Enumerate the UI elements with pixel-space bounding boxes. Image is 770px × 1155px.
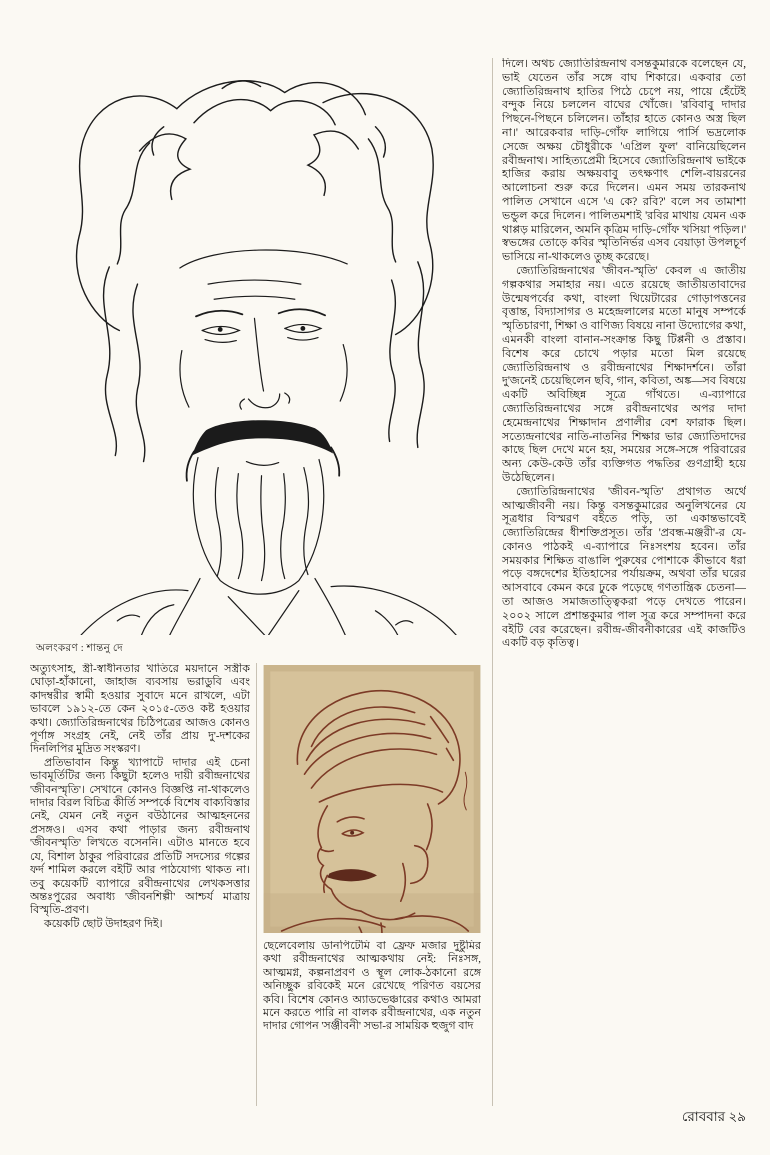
illustration-credit: অলংকরণ : শান্তনু দে bbox=[36, 643, 123, 654]
body-paragraph: জ্যোতিরিন্দ্রনাথের 'জীবন-স্মৃতি' প্রথাগত অর্থে আত্মজীবনী নয়। কিন্তু বসন্তকুমারের অনুলিখনের যে সূত্রধার বিস্মরণ বইতে পড়ি, তা একান্তভাবেই জ্যোতিরিন্দ্রের ধীশক্তিপ্রসূত। তাঁর 'প্রবন্ধ-মঞ্জরী'-র যে-কোনও পাঠকই এ-ব্যাপারে নিঃসংশয় হবেন। তাঁর সময়কার শিক্ষিত বাঙালি পুরুষের পোশাকে কীভাবে ধরা পড়ে বঙ্গদেশের ইতিহাসের পর্যায়ক্রম, অথবা তাঁর ঘরের আসবাবে কেমন করে ঢুকে পড়েছে গণতান্ত্রিক চেতনা—তা আজও সমাজতাত্ত্বিকরা পড়ে দেখতে পারেন। ২০০২ সালে প্রশান্তকুমার পাল সূত্র করে সম্পাদনা করে বইটি বের করেছেন। রবীন্দ্র-জীবনীকারের এই কাজটিও একটি বড় কৃতিত্ব। bbox=[502, 485, 746, 650]
page-footer: রোববার ২৯ bbox=[681, 1109, 746, 1124]
body-paragraph: প্রতিভাবান কিন্তু খ্যাপাটে দাদার এই চেনা ভাবমূর্তিটির জন্য কিছুটা হলেও দায়ী রবীন্দ্রনাথের 'জীবনস্মৃতি'। সেখানে কোনও বিজ্ঞপ্তি না-থাকলেও দাদার বিরল বিচিত্র কীর্তি সম্পর্কে বিশেষ বাক্যবিস্তার নেই, যেমন নেই নতুন বউঠানের আত্মহননের প্রসঙ্গও। এসব কথা পাড়ার জন্য রবীন্দ্রনাথ 'জীবনস্মৃতি' লিখতে বসেননি। এটাও মানতে হবে যে, বিশাল ঠাকুর পরিবারের প্রতিটি সদস্যের গল্পের ফর্দ শামিল করলে বইটি আর পাঠযোগ্য থাকত না। তবু কয়েকটি ব্যাপারে রবীন্দ্রনাথের লেখকসত্তার অন্তঃপুরের অবাধ্য 'জীবনশিল্পী' আশ্চর্য মাত্রায় বিস্মৃতি-প্রবণ। bbox=[30, 756, 250, 917]
body-paragraph: ছেলেবেলায় ডানপিটেমি বা ফ্রেফ মজার দুষ্টুমির কথা রবীন্দ্রনাথের আত্মকথায় নেই: নিঃসঙ্গ, আত্মমগ্ন, কল্পনাপ্রবণ ও স্থূল লোক-ঠকানো রঙ্গে অনিচ্ছুক রবিকেই মনে রেখেছে পরিণত বয়সের কবি। বিশেষ কোনও অ্যাডভেঞ্চারের কথাও আমরা মনে করতে পারি না বালক রবীন্দ্রনাথের, এক নতুন দাদার গোপন 'সঞ্জীবনী' সভা-র সাময়িক হুজুগ বাদ bbox=[263, 940, 481, 1033]
body-paragraph: দিলে। অথচ জ্যোতিরিন্দ্রনাথ বসন্তকুমারকে বলেছেন যে, ভাই যেতেন তাঁর সঙ্গে বাঘ শিকারে। একবার তো জ্যোতিরিন্দ্রনাথ হাতির পিঠে চেপে নয়, পায়ে হেঁটেই বন্দুক নিয়ে চললেন বাঘের খোঁজে। 'রবিবাবু দাদার পিছনে-পিছনে চলিলেন। তাঁহার হাতে কোনও অস্ত্র ছিল না।' আরেকবার দাড়ি-গোঁফ লাগিয়ে পার্সি ভদ্রলোক সেজে অক্ষয় চৌধুরীকে 'এপ্রিল ফুল' বানিয়েছিলেন রবীন্দ্রনাথ। সাহিত্যপ্রেমী হিসেবে জ্যোতিরিন্দ্রনাথ ভাইকে হাজির করায় অক্ষয়বাবু তৎক্ষণাৎ শেলি-বায়রনের আলোচনা শুরু করে দিলেন। এমন সময় তারকনাথ পালিত সেখানে এসে 'এ কে? রবি?' বলে সব তামাশা ভন্ডুল করে দিলেন। পালিতমশাই 'রবির মাথায় যেমন এক থাপ্পড় মারিলেন, অমনি কৃত্রিম দাড়ি-গোঁফ খসিয়া পড়িল।' স্বভঙ্গের তোড়ে কবির স্মৃতিনির্ভর এসব বেয়াড়া উপলচূর্ণ ভাসিয়ে না-থাকলেও তুচ্ছ করেছে। bbox=[502, 58, 746, 264]
column-divider-left bbox=[256, 663, 257, 1106]
body-paragraph: জ্যোতিরিন্দ্রনাথের 'জীবন-স্মৃতি' কেবল এ জাতীয় গল্পকথার সমাহার নয়। এতে রয়েছে জাতীয়তাবাদের উন্মেষপর্বের কথা, বাংলা থিয়েটারের গোড়াপত্তনের বৃত্তান্ত, বিদ্যাসাগর ও মহেন্দ্রলালের মতো মানুষ সম্পর্কে স্মৃতিচারণা, শিক্ষা ও বাণিজ্য বিষয়ে নানা উদ্যোগের কথা, এমনকী বাংলা বানান-সংক্রান্ত কিছু টিপ্পনী ও প্রস্তাব। বিশেষ করে চোখে পড়ার মতো মিল রয়েছে জ্যোতিরিন্দ্রনাথ ও রবীন্দ্রনাথের শিক্ষাদর্শনে। তাঁরা দু'জনেই চেয়েছিলেন ছবি, গান, কবিতা, অঙ্ক—সব বিষয়ে একটি অবিচ্ছিন্ন সূত্রে গাঁথতে। এ-ব্যাপারে জ্যোতিরিন্দ্রনাথের সঙ্গে রবীন্দ্রনাথের অপর দাদা হেমেন্দ্রনাথের শিক্ষাদান প্রণালীর বেশ ফারাক ছিল। সত্যেন্দ্রনাথের নাতি-নাতনির শিক্ষার ভার জ্যোতিদাদের কাছে ছিল দেখে মনে হয়, সময়ের সঙ্গে-সঙ্গে পরিবারের অন্য কেউ-কেউ তাঁর ব্যক্তিগত পদ্ধতির গুণগ্রাহী হয়ে উঠেছিলেন। bbox=[502, 264, 746, 484]
middle-text-column bbox=[263, 940, 481, 1108]
right-text-column bbox=[502, 58, 746, 1106]
turban-portrait-inset bbox=[263, 665, 481, 933]
body-paragraph: কয়েকটি ছোট উদাহরণ দিই। bbox=[44, 917, 163, 930]
tagore-line-sketch bbox=[20, 30, 495, 635]
body-paragraph: অত্যুৎসাহ, স্ত্রী-স্বাধীনতার খাতিরে ময়দানে সস্ত্রীক ঘোড়া-হাঁকানো, জাহাজ ব্যবসায় ভরাডুবি এবং কাদম্বরীর স্বামী হওয়ার সুবাদে মনে রাখলে, এটা ভাবলে ১৯১২-তে কেন ২০১৫-তেও কষ্ট হওয়ার কথা। জ্যোতিরিন্দ্রনাথের চিঠিপত্রের আজও কোনও পূর্ণাঙ্গ সংগ্রহ নেই, নেই তাঁর প্রায় দু'-দশকের দিনলিপির মুদ্রিত সংস্করণ। bbox=[30, 663, 250, 756]
left-text-column bbox=[30, 663, 250, 1108]
